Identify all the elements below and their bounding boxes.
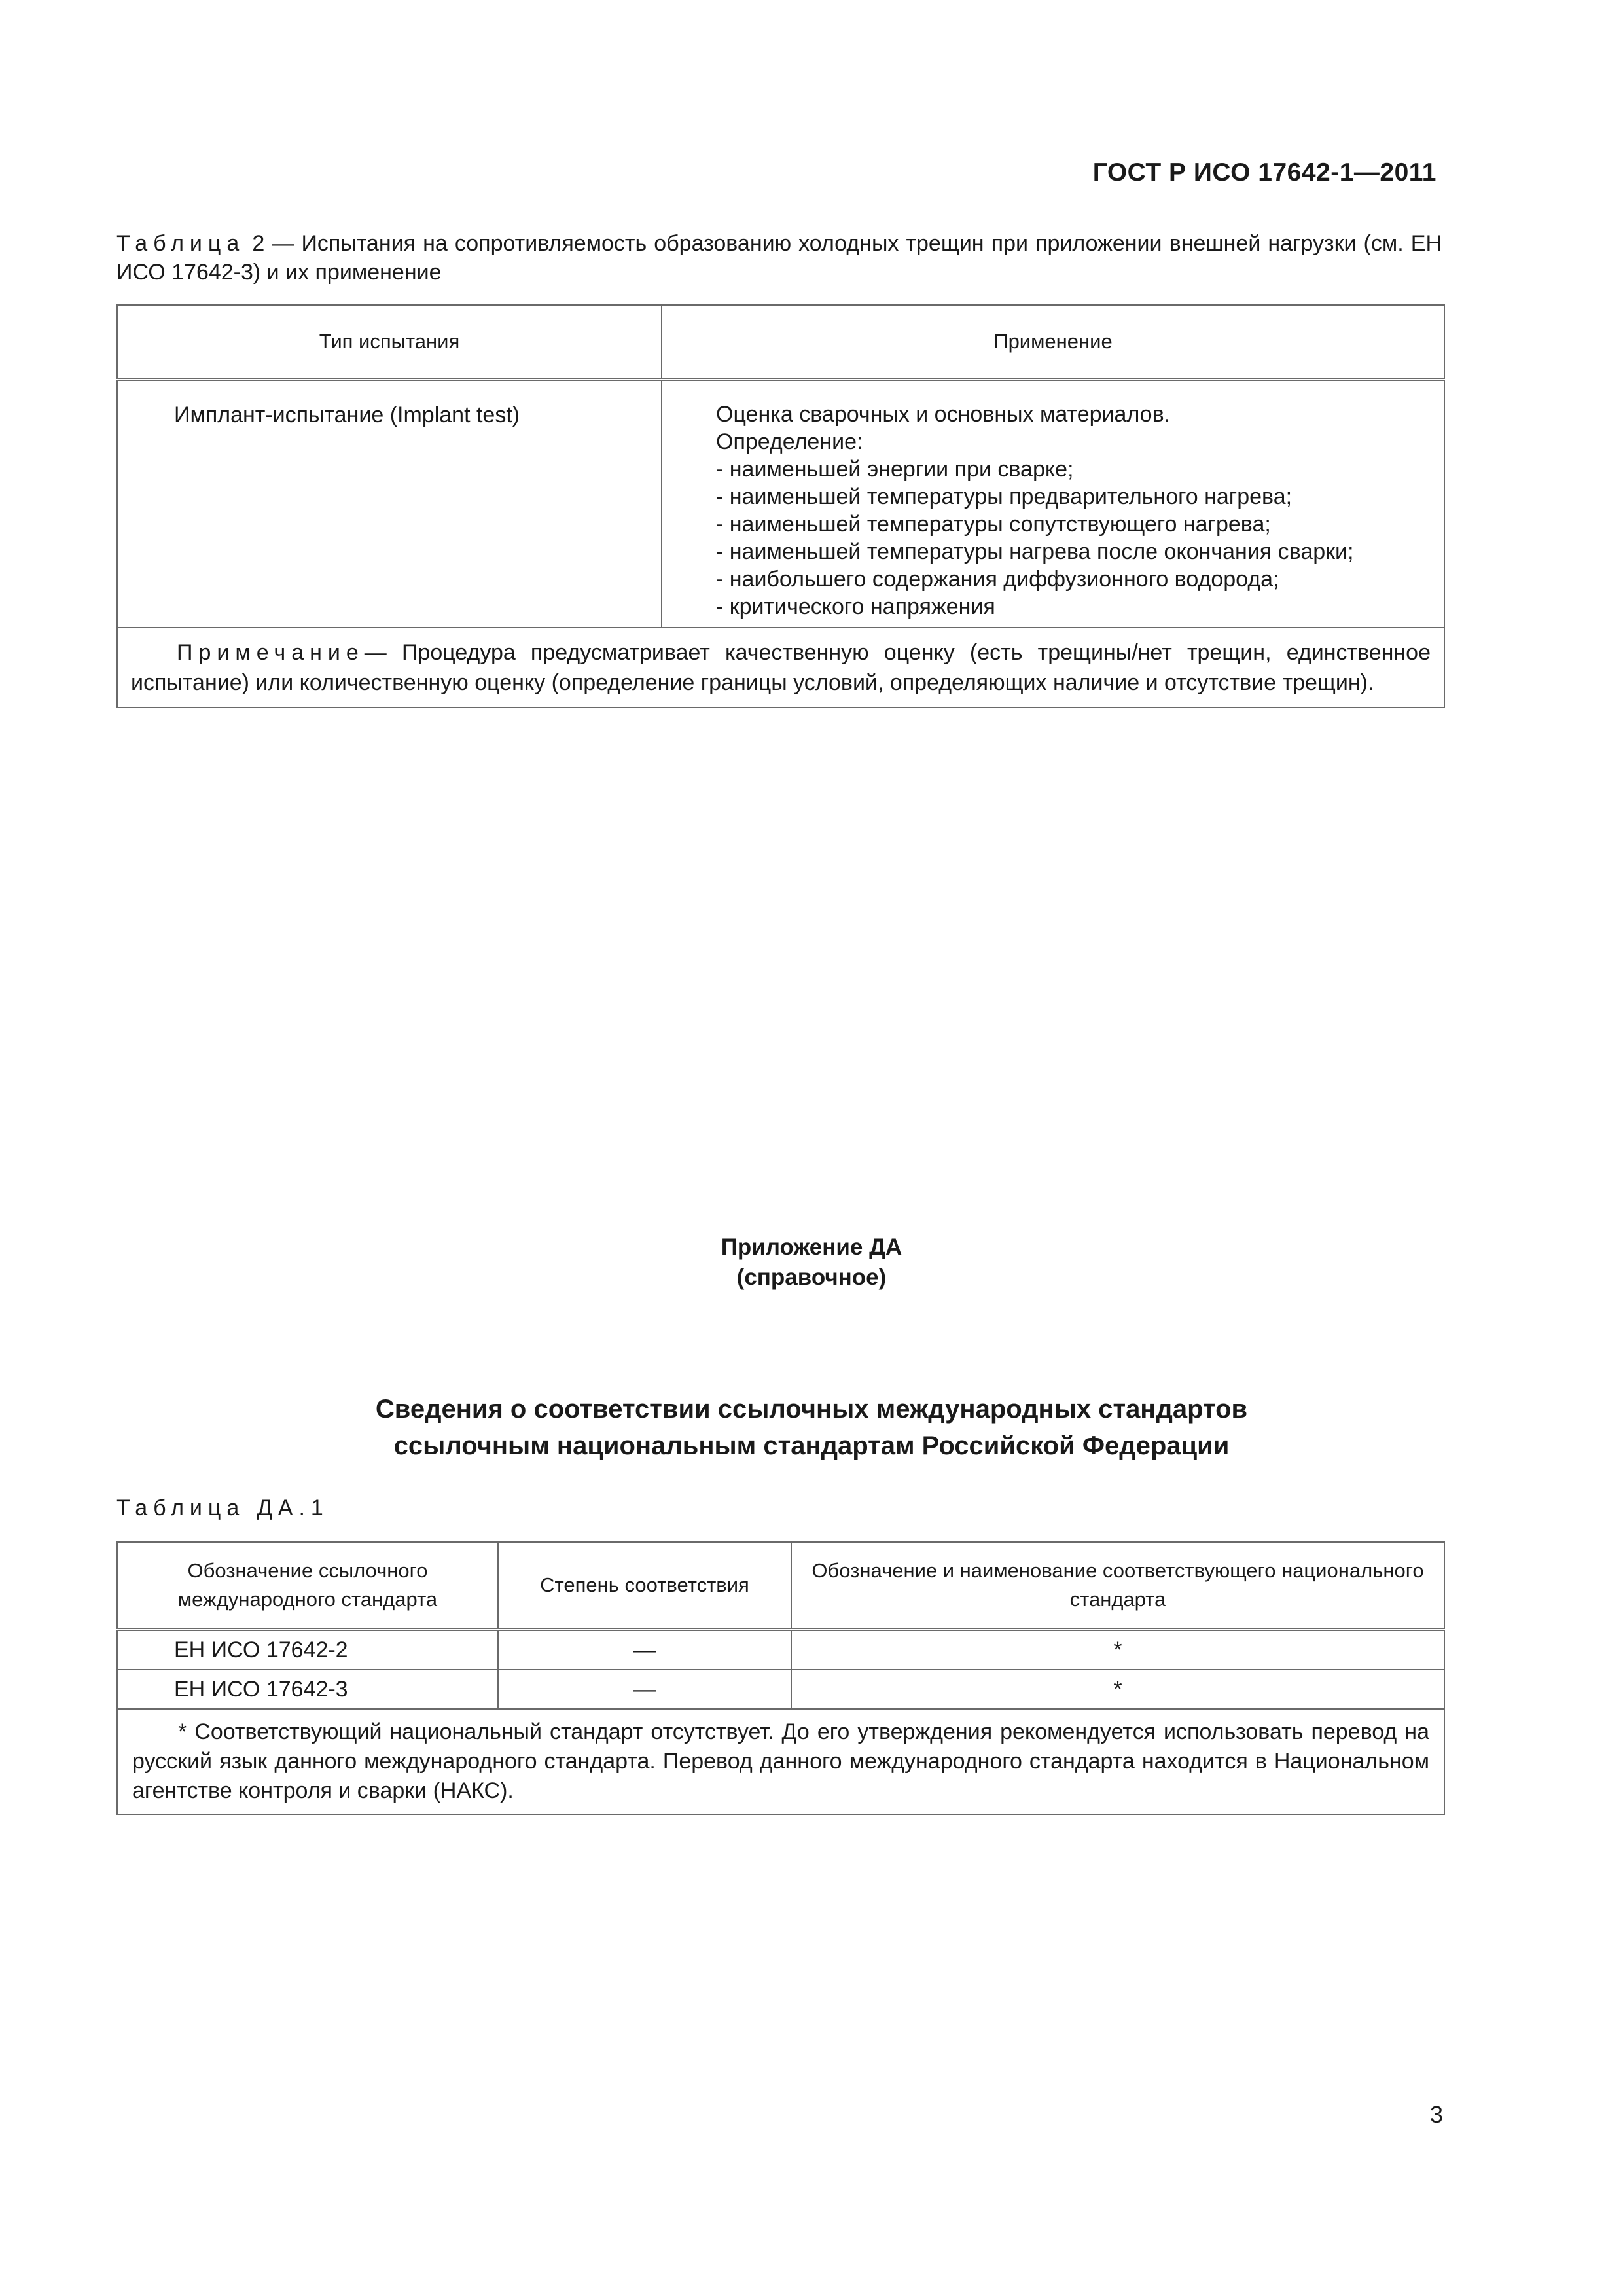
page-number: 3 — [1429, 2101, 1443, 2128]
table-da1-header-row — [117, 1542, 1444, 1630]
footnote-text: * Соответствующий национальный стандарт отсутствует. До его утверждения рекомендуется использовать перевод на русский язык данного международного стандарта. Перевод данного международного стандарта находится в Национальном агентстве контроля и сварки (НАКС). — [132, 1719, 1429, 1803]
table-2-body-row — [117, 380, 1444, 628]
appendix-title-line: Приложение ДА — [721, 1234, 902, 1260]
application-line: - наименьшей температуры предварительного нагрева; — [716, 484, 1293, 509]
table-da1-header-degree: Степень соответствия — [498, 1542, 791, 1630]
note-label: Примечание — [177, 640, 365, 665]
table-da1 — [116, 1541, 1445, 1815]
application-line: Определение: — [716, 429, 863, 454]
appendix-subtitle-line: (справочное) — [736, 1265, 887, 1290]
application-line: - наименьшей энергии при сварке; — [716, 457, 1074, 482]
table-da1-caption: Таблица ДА.1 — [116, 1496, 329, 1520]
table-2-header-application: Применение — [662, 305, 1444, 380]
table-2-caption-label: Таблица — [116, 231, 245, 256]
appendix-title — [0, 1232, 1623, 1293]
table-2-header-test-type: Тип испытания — [117, 305, 662, 380]
table-2-header-row — [117, 305, 1444, 380]
table-2-note-row — [117, 628, 1444, 708]
table-cell-degree: — — [498, 1670, 791, 1709]
table-da1-header-national-standard: Обозначение и наименование соответствующего национального стандарта — [791, 1542, 1444, 1630]
table-2-caption-text: 2 — Испытания на сопротивляемость образованию холодных трещин при приложении внешней нагрузки (см. ЕН ИСО 17642-3) и их применение — [116, 231, 1442, 285]
table-row — [117, 1630, 1444, 1670]
table-2-test-type-cell: Имплант-испытание (Implant test) — [117, 380, 662, 628]
table-cell-degree: — — [498, 1630, 791, 1670]
application-line: - наименьшей температуры сопутствующего нагрева; — [716, 512, 1271, 537]
note-text: — Процедура предусматривает качественную оценку (есть трещины/нет трещин, единственное испытание) или количественную оценку (определение границы условий, определяющих наличие и отсутствие трещин). — [131, 640, 1431, 695]
table-row — [117, 1670, 1444, 1709]
table-cell-national-standard: * — [791, 1630, 1444, 1670]
table-da1-footnote — [117, 1709, 1444, 1814]
appendix-heading-line-1: Сведения о соответствии ссылочных международных стандартов — [375, 1395, 1248, 1424]
table-da1-footnote-row — [117, 1709, 1444, 1814]
table-2-caption — [116, 229, 1442, 287]
table-cell-intl-standard: ЕН ИСО 17642-3 — [117, 1670, 498, 1709]
appendix-heading-line-2: ссылочным национальным стандартам Российской Федерации — [393, 1431, 1230, 1460]
application-line: - критического напряжения — [716, 594, 995, 619]
table-cell-national-standard: * — [791, 1670, 1444, 1709]
table-da1-header-intl-standard: Обозначение ссылочного международного стандарта — [117, 1542, 498, 1630]
table-2-note — [117, 628, 1444, 708]
application-line: - наименьшей температуры нагрева после окончания сварки; — [716, 539, 1354, 564]
table-2-application-cell — [662, 380, 1444, 628]
application-line: Оценка сварочных и основных материалов. — [716, 402, 1171, 427]
table-2 — [116, 304, 1445, 708]
table-cell-intl-standard: ЕН ИСО 17642-2 — [117, 1630, 498, 1670]
application-line: - наибольшего содержания диффузионного водорода; — [716, 567, 1279, 592]
document-code: ГОСТ Р ИСО 17642-1—2011 — [1092, 158, 1436, 187]
appendix-heading — [0, 1391, 1623, 1464]
